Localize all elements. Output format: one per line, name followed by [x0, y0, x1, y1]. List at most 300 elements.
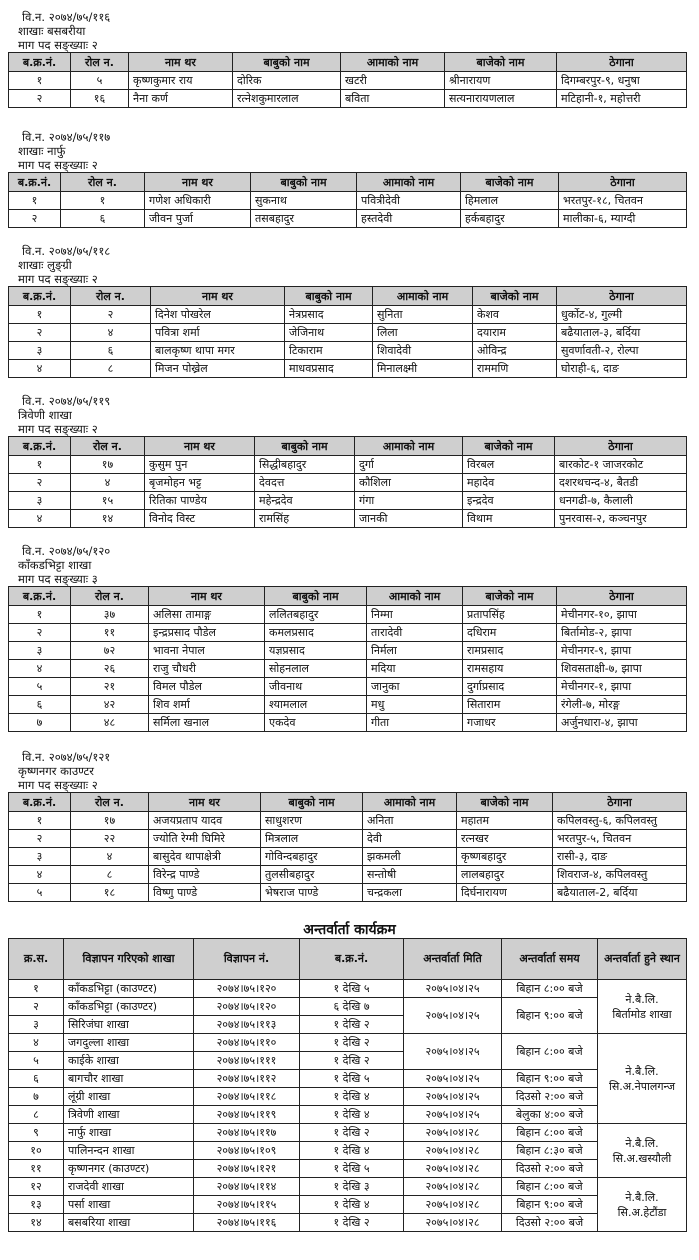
table-header-row	[9, 437, 687, 456]
mother-cell: जानुका	[367, 678, 463, 696]
time-cell: बिहान ८:०० बजे	[502, 1034, 598, 1070]
col-grandfather: बाजेको नाम	[445, 53, 557, 72]
address-cell: पुनरवास-२, कञ्चनपुर	[555, 510, 687, 528]
address-cell: मालीका-६, म्याग्दी	[559, 210, 687, 228]
grandfather-cell: महादेव	[463, 474, 555, 492]
table-row	[9, 474, 687, 492]
mother-cell: निम्मा	[367, 606, 463, 624]
col-mother: आमाको नाम	[373, 287, 473, 306]
name-cell: गणेश अधिकारी	[145, 192, 251, 210]
mother-cell: खटरी	[341, 72, 445, 90]
col-name: नाम थर	[149, 793, 261, 812]
date-cell: २०७५।०४।२५	[404, 980, 502, 998]
grandfather-cell: इन्द्रदेव	[463, 492, 555, 510]
time-cell: दिउसो २:०० बजे	[502, 1088, 598, 1106]
father-cell: देवदत्त	[255, 474, 355, 492]
range-cell: १ देखि २	[300, 1034, 404, 1052]
branch-cell: लूंग्री शाखा	[64, 1088, 194, 1106]
range-cell: १ देखि २	[300, 1016, 404, 1034]
roll-cell: ८	[71, 866, 149, 884]
col-mother: आमाको नाम	[355, 437, 463, 456]
col-sn: क्र.स.	[9, 939, 64, 980]
roll-cell: ६	[71, 342, 151, 360]
mother-cell: हस्तदेवी	[357, 210, 461, 228]
branch-cell: काँकडभिट्टा (काउण्टर)	[64, 980, 194, 998]
table-header-row	[9, 287, 687, 306]
sn-cell: ४	[9, 1034, 64, 1052]
candidate-table	[8, 792, 687, 902]
name-cell: शिव शर्मा	[149, 696, 265, 714]
roll-cell: १४	[71, 510, 145, 528]
serial-cell: ४	[9, 510, 71, 528]
candidate-table	[8, 52, 687, 108]
address-cell: धुर्कोट-४, गुल्मी	[557, 306, 687, 324]
address-cell: रासी-३, दाङ	[553, 848, 687, 866]
mother-cell: लिला	[373, 324, 473, 342]
table-header-row	[9, 53, 687, 72]
sn-cell: ६	[9, 1070, 64, 1088]
venue-line2: सि.अ.हेटौंडा	[617, 1205, 667, 1219]
venue-cell	[598, 980, 687, 1034]
venue-line1: ने.बै.लि.	[625, 1136, 659, 1150]
advert-cell: २०७४।७५।१०९	[194, 1142, 300, 1160]
branch-name: शाखाः बसबरीया	[18, 24, 86, 38]
mother-cell: देवी	[363, 830, 457, 848]
time-cell: दिउसो २:०० बजे	[502, 1160, 598, 1178]
grandfather-cell: रत्नखर	[457, 830, 553, 848]
table-row	[9, 192, 687, 210]
candidate-table	[8, 172, 687, 228]
time-cell: बिहान ८:३० बजे	[502, 1142, 598, 1160]
date-cell: २०७५।०४।२८	[404, 1142, 502, 1160]
col-father: बाबुको नाम	[261, 793, 363, 812]
table-row	[9, 1088, 687, 1106]
mother-cell: मिनालक्ष्मी	[373, 360, 473, 378]
grandfather-cell: महातम	[457, 812, 553, 830]
father-cell: श्यामलाल	[265, 696, 367, 714]
table-row	[9, 998, 687, 1016]
table-row	[9, 1178, 687, 1196]
serial-cell: ५	[9, 884, 71, 902]
father-cell: नेत्रप्रसाद	[285, 306, 373, 324]
name-cell: अलिसा तामाङ्ग	[149, 606, 265, 624]
name-cell: इन्द्रप्रसाद पौडेल	[149, 624, 265, 642]
col-grandfather: बाजेको नाम	[461, 173, 559, 192]
address-cell: मेचीनगर-९, झापा	[557, 642, 687, 660]
time-cell: बिहान ८:०० बजे	[502, 1124, 598, 1142]
vacancy-ref: वि.न. २०७४/७५/११९	[22, 394, 111, 408]
table-row	[9, 714, 687, 732]
father-cell: मित्रलाल	[261, 830, 363, 848]
sn-cell: ३	[9, 1016, 64, 1034]
col-branch: विज्ञापन गरिएको शाखा	[64, 939, 194, 980]
sn-cell: ११	[9, 1160, 64, 1178]
grandfather-cell: राममणि	[473, 360, 557, 378]
vacancy-section-119	[8, 394, 686, 528]
roll-cell: ४२	[71, 696, 149, 714]
post-count: माग पद सङ्ख्याः २	[18, 38, 98, 52]
address-cell: मेचीनगर-१, झापा	[557, 678, 687, 696]
father-cell: तुलसीबहादुर	[261, 866, 363, 884]
interview-schedule	[8, 938, 686, 1232]
range-cell: १ देखि ४	[300, 1106, 404, 1124]
col-date: अन्तर्वार्ता मिति	[404, 939, 502, 980]
col-address: ठेगाना	[557, 287, 687, 306]
col-father: बाबुको नाम	[285, 287, 373, 306]
table-header-row	[9, 587, 687, 606]
col-name: नाम थर	[145, 173, 251, 192]
name-cell: राजु चौधरी	[149, 660, 265, 678]
grandfather-cell: हिमलाल	[461, 192, 559, 210]
table-row	[9, 1034, 687, 1052]
serial-cell: १	[9, 192, 61, 210]
roll-cell: ४	[71, 474, 145, 492]
advert-cell: २०७४।७५।११२	[194, 1070, 300, 1088]
name-cell: बासुदेव थापाक्षेत्री	[149, 848, 261, 866]
col-roll: रोल न.	[61, 173, 145, 192]
branch-cell: बसबरिया शाखा	[64, 1214, 194, 1232]
branch-cell: बागचौर शाखा	[64, 1070, 194, 1088]
sn-cell: १३	[9, 1196, 64, 1214]
father-cell: जीवनाथ	[265, 678, 367, 696]
col-advert-no: विज्ञापन नं.	[194, 939, 300, 980]
address-cell: बिर्तामोड-२, झापा	[557, 624, 687, 642]
table-row	[9, 1160, 687, 1178]
table-header-row	[9, 793, 687, 812]
advert-cell: २०७४।७५।१२१	[194, 1160, 300, 1178]
address-cell: मेचीनगर-१०, झापा	[557, 606, 687, 624]
table-row	[9, 678, 687, 696]
address-cell: मटिहानी-१, महोत्तरी	[557, 90, 687, 108]
father-cell: दोरिक	[233, 72, 341, 90]
name-cell: सर्मिला खनाल	[149, 714, 265, 732]
venue-cell	[598, 1178, 687, 1232]
table-row	[9, 830, 687, 848]
date-cell: २०७५।०४।२५	[404, 1034, 502, 1070]
col-serial: ब.क्र.नं.	[9, 437, 71, 456]
table-row	[9, 72, 687, 90]
mother-cell: बविता	[341, 90, 445, 108]
name-cell: विनोद विस्ट	[145, 510, 255, 528]
address-cell: बारकोट-१ जाजरकोट	[555, 456, 687, 474]
date-cell: २०७५।०४।२८	[404, 1124, 502, 1142]
col-serial: ब.क्र.नं.	[9, 587, 71, 606]
candidate-table	[8, 286, 687, 378]
branch-cell: कृष्णनगर (काउण्टर)	[64, 1160, 194, 1178]
table-row	[9, 342, 687, 360]
table-row	[9, 660, 687, 678]
father-cell: यज्ञप्रसाद	[265, 642, 367, 660]
name-cell: दिनेश पोखरेल	[151, 306, 285, 324]
range-cell: १ देखि २	[300, 1214, 404, 1232]
advert-cell: २०७४।७५।११४	[194, 1178, 300, 1196]
serial-cell: ३	[9, 848, 71, 866]
col-roll: रोल न.	[71, 587, 149, 606]
name-cell: बृजमोहन भट्ट	[145, 474, 255, 492]
sn-cell: १	[9, 980, 64, 998]
name-cell: रितिका पाण्डेय	[145, 492, 255, 510]
roll-cell: २२	[71, 830, 149, 848]
advert-cell: २०७४।७५।१२०	[194, 998, 300, 1016]
table-row	[9, 1106, 687, 1124]
roll-cell: ६	[61, 210, 145, 228]
range-cell: १ देखि २	[300, 1052, 404, 1070]
vacancy-section-118	[8, 244, 686, 378]
father-cell: कमलप्रसाद	[265, 624, 367, 642]
sn-cell: ९	[9, 1124, 64, 1142]
advert-cell: २०७४।७५।१२०	[194, 980, 300, 998]
roll-cell: ७२	[71, 642, 149, 660]
table-row	[9, 306, 687, 324]
range-cell: १ देखि ३	[300, 1178, 404, 1196]
roll-cell: ४	[71, 324, 151, 342]
table-row	[9, 324, 687, 342]
advert-cell: २०७४।७५।११६	[194, 1214, 300, 1232]
serial-cell: ७	[9, 714, 71, 732]
col-name: नाम थर	[145, 437, 255, 456]
address-cell: अर्जुनधारा-४, झापा	[557, 714, 687, 732]
father-cell: महेन्द्रदेव	[255, 492, 355, 510]
col-address: ठेगाना	[557, 53, 687, 72]
col-grandfather: बाजेको नाम	[463, 587, 557, 606]
grandfather-cell: हर्कबहादुर	[461, 210, 559, 228]
branch-name: काँकडभिट्टा शाखा	[18, 558, 92, 572]
table-row	[9, 1124, 687, 1142]
advert-cell: २०७४।७५।११०	[194, 1034, 300, 1052]
father-cell: टिकाराम	[285, 342, 373, 360]
range-cell: १ देखि ४	[300, 1142, 404, 1160]
address-cell: भरतपुर-१८, चितवन	[559, 192, 687, 210]
col-mother: आमाको नाम	[367, 587, 463, 606]
vacancy-section-116	[8, 10, 686, 108]
table-row	[9, 510, 687, 528]
table-row	[9, 606, 687, 624]
grandfather-cell: लालबहादुर	[457, 866, 553, 884]
vacancy-ref: वि.न. २०७४/७५/१२०	[22, 544, 111, 558]
table-row	[9, 624, 687, 642]
roll-cell: १	[61, 192, 145, 210]
col-roll: रोल न.	[71, 287, 151, 306]
vacancy-ref: वि.न. २०७४/७५/११७	[22, 130, 111, 144]
grandfather-cell: प्रतापसिंह	[463, 606, 557, 624]
mother-cell: सन्तोषी	[363, 866, 457, 884]
grandfather-cell: दिर्घनारायण	[457, 884, 553, 902]
range-cell: १ देखि ५	[300, 1070, 404, 1088]
name-cell: विष्णु पाण्डे	[149, 884, 261, 902]
table-row	[9, 848, 687, 866]
branch-cell: काईके शाखा	[64, 1052, 194, 1070]
branch-cell: जगदुल्ला शाखा	[64, 1034, 194, 1052]
candidate-table	[8, 436, 687, 528]
serial-cell: ४	[9, 660, 71, 678]
father-cell: भेषराज पाण्डे	[261, 884, 363, 902]
date-cell: २०७५।०४।२५	[404, 998, 502, 1034]
venue-line2: बिर्तामोड शाखा	[612, 1007, 672, 1021]
col-mother: आमाको नाम	[341, 53, 445, 72]
grandfather-cell: सिताराम	[463, 696, 557, 714]
roll-cell: ४८	[71, 714, 149, 732]
col-father: बाबुको नाम	[233, 53, 341, 72]
advert-cell: २०७४।७५।१११	[194, 1052, 300, 1070]
range-cell: १ देखि ५	[300, 1160, 404, 1178]
mother-cell: गंगा	[355, 492, 463, 510]
roll-cell: ५	[71, 72, 129, 90]
grandfather-cell: सत्यनारायणलाल	[445, 90, 557, 108]
sn-cell: ८	[9, 1106, 64, 1124]
serial-cell: ४	[9, 360, 71, 378]
father-cell: रामसिंह	[255, 510, 355, 528]
grandfather-cell: विथाम	[463, 510, 555, 528]
table-header-row	[9, 939, 687, 980]
range-cell: १ देखि ४	[300, 1196, 404, 1214]
col-father: बाबुको नाम	[251, 173, 357, 192]
roll-cell: २६	[71, 660, 149, 678]
name-cell: भावना नेपाल	[149, 642, 265, 660]
branch-name: शाखाः लुङ्ग्री	[18, 258, 72, 272]
grandfather-cell: गजाधर	[463, 714, 557, 732]
date-cell: २०७५।०४।२५	[404, 1088, 502, 1106]
roll-cell: १७	[71, 456, 145, 474]
range-cell: १ देखि ४	[300, 1088, 404, 1106]
serial-cell: १	[9, 812, 71, 830]
branch-cell: सिरिजंघा शाखा	[64, 1016, 194, 1034]
branch-cell: पालिनन्दन शाखा	[64, 1142, 194, 1160]
date-cell: २०७५।०४।२८	[404, 1196, 502, 1214]
advert-cell: २०७४।७५।११८	[194, 1088, 300, 1106]
father-cell: गोविन्दबहादुर	[261, 848, 363, 866]
time-cell: बिहान ९:०० बजे	[502, 998, 598, 1034]
date-cell: २०७५।०४।२८	[404, 1160, 502, 1178]
sn-cell: १०	[9, 1142, 64, 1160]
serial-cell: १	[9, 72, 71, 90]
col-serial: ब.क्र.नं.	[9, 793, 71, 812]
advert-cell: २०७४।७५।११३	[194, 1016, 300, 1034]
vacancy-ref: वि.न. २०७४/७५/११८	[22, 244, 111, 258]
serial-cell: १	[9, 306, 71, 324]
mother-cell: अनिता	[363, 812, 457, 830]
vacancy-ref: वि.न. २०७४/७५/११६	[22, 10, 111, 24]
grandfather-cell: रामप्रसाद	[463, 642, 557, 660]
name-cell: बालकृष्ण थापा मगर	[151, 342, 285, 360]
col-address: ठेगाना	[559, 173, 687, 192]
col-serial: ब.क्र.नं.	[9, 53, 71, 72]
serial-cell: २	[9, 90, 71, 108]
vacancy-ref: वि.न. २०७४/७५/१२१	[22, 750, 111, 764]
candidate-table	[8, 586, 687, 732]
serial-cell: १	[9, 456, 71, 474]
col-mother: आमाको नाम	[363, 793, 457, 812]
serial-cell: ५	[9, 678, 71, 696]
branch-name: शाखाः नार्फु	[18, 144, 66, 158]
mother-cell: सुनिता	[373, 306, 473, 324]
table-row	[9, 642, 687, 660]
sn-cell: ५	[9, 1052, 64, 1070]
vacancy-section-121	[8, 750, 686, 902]
father-cell: सोहनलाल	[265, 660, 367, 678]
table-header-row	[9, 173, 687, 192]
col-serial-range: ब.क्र.नं.	[300, 939, 404, 980]
address-cell: भरतपुर-५, चितवन	[553, 830, 687, 848]
mother-cell: गीता	[367, 714, 463, 732]
table-row	[9, 456, 687, 474]
table-row	[9, 866, 687, 884]
roll-cell: २	[71, 306, 151, 324]
address-cell: धनगढी-७, कैलाली	[555, 492, 687, 510]
advert-cell: २०७४।७५।११७	[194, 1124, 300, 1142]
grandfather-cell: श्रीनारायण	[445, 72, 557, 90]
address-cell: सुवर्णावती-२, रोल्पा	[557, 342, 687, 360]
serial-cell: २	[9, 324, 71, 342]
grandfather-cell: दयाराम	[473, 324, 557, 342]
col-roll: रोल न.	[71, 437, 145, 456]
serial-cell: २	[9, 210, 61, 228]
name-cell: नैना कर्ण	[129, 90, 233, 108]
table-row	[9, 980, 687, 998]
grandfather-cell: दुर्गाप्रसाद	[463, 678, 557, 696]
address-cell: शिवसताक्षी-७, झापा	[557, 660, 687, 678]
mother-cell: दुर्गा	[355, 456, 463, 474]
venue-line1: ने.बै.लि.	[625, 1064, 659, 1078]
venue-cell	[598, 1124, 687, 1178]
father-cell: एकदेव	[265, 714, 367, 732]
address-cell: बढैयाताल-2, बर्दिया	[553, 884, 687, 902]
col-address: ठेगाना	[553, 793, 687, 812]
name-cell: मिजन पोख्रेल	[151, 360, 285, 378]
roll-cell: २१	[71, 678, 149, 696]
name-cell: कृष्णकुमार राय	[129, 72, 233, 90]
address-cell: दिगम्बरपुर-९, धनुषा	[557, 72, 687, 90]
mother-cell: जानकी	[355, 510, 463, 528]
grandfather-cell: दधिराम	[463, 624, 557, 642]
roll-cell: ११	[71, 624, 149, 642]
post-count: माग पद सङ्ख्याः २	[18, 272, 98, 286]
serial-cell: २	[9, 474, 71, 492]
serial-cell: ३	[9, 492, 71, 510]
mother-cell: मधु	[367, 696, 463, 714]
mother-cell: तारादेवी	[367, 624, 463, 642]
venue-cell	[598, 1034, 687, 1124]
father-cell: सिद्धीबहादुर	[255, 456, 355, 474]
father-cell: साधुशरण	[261, 812, 363, 830]
name-cell: कुसुम पुन	[145, 456, 255, 474]
time-cell: बिहान ९:०० बजे	[502, 1070, 598, 1088]
serial-cell: ३	[9, 342, 71, 360]
serial-cell: २	[9, 624, 71, 642]
vacancy-section-120	[8, 544, 686, 732]
col-address: ठेगाना	[555, 437, 687, 456]
table-row	[9, 1196, 687, 1214]
father-cell: रत्नेशकुमारलाल	[233, 90, 341, 108]
range-cell: ६ देखि ७	[300, 998, 404, 1016]
table-row	[9, 812, 687, 830]
address-cell: कपिलवस्तु-६, कपिलवस्तु	[553, 812, 687, 830]
roll-cell: १७	[71, 812, 149, 830]
col-serial: ब.क्र.नं.	[9, 173, 61, 192]
date-cell: २०७५।०४।२८	[404, 1214, 502, 1232]
col-grandfather: बाजेको नाम	[457, 793, 553, 812]
table-row	[9, 1214, 687, 1232]
serial-cell: १	[9, 606, 71, 624]
vacancy-section-117	[8, 130, 686, 228]
col-father: बाबुको नाम	[255, 437, 355, 456]
roll-cell: ३७	[71, 606, 149, 624]
time-cell: दिउसो २:०० बजे	[502, 1214, 598, 1232]
sn-cell: १४	[9, 1214, 64, 1232]
name-cell: विमल पौडेल	[149, 678, 265, 696]
serial-cell: ३	[9, 642, 71, 660]
col-name: नाम थर	[151, 287, 285, 306]
grandfather-cell: विरबल	[463, 456, 555, 474]
